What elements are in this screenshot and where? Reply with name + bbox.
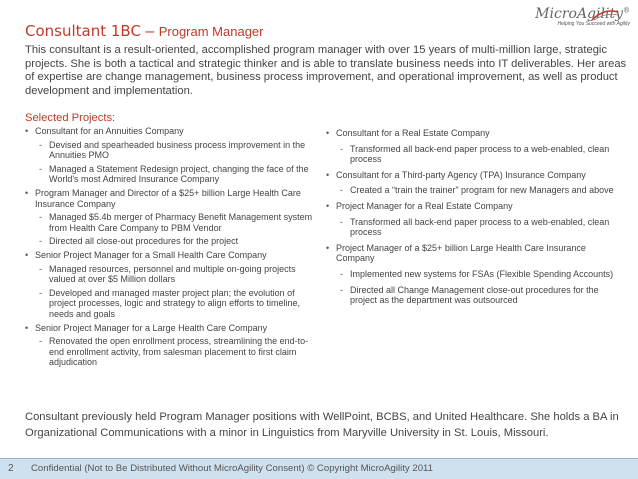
project-bullet: • Consultant for a Third-party Agency (TPA) Insurance Company [326, 170, 626, 181]
project-detail: - Transformed all back-end paper process to a web-enabled, clean process [326, 217, 626, 238]
closing-paragraph: Consultant previously held Program Manager positions with WellPoint, BCBS, and United Healthcare. She holds a BA in Organizational Communications with a minor in Linguistics from Maryville University in St. Louis, Missouri. [25, 411, 619, 439]
title-sub: Program Manager [158, 24, 264, 39]
project-detail: - Managed a Statement Redesign project, changing the face of the World's most Admired Insurance Company [25, 164, 315, 185]
page-number: 2 [8, 463, 14, 474]
project-detail: - Transformed all back-end paper process to a web-enabled, clean process [326, 144, 626, 165]
title-dash: – [140, 23, 159, 40]
project-detail: - Managed $5.4b merger of Pharmacy Benefit Management system from Health Care Company to PBM Vendor [25, 212, 315, 233]
left-project-column [25, 126, 315, 371]
project-detail: - Developed and managed master project plan; the evolution of project processes, logic and strategy to align efforts to timeline, needs and goals [25, 288, 315, 320]
project-bullet: • Consultant for an Annuities Company [25, 126, 315, 137]
logo-wordmark: MicroAgility® [535, 6, 630, 22]
logo-tagline: Helping You Succeed with Agility [557, 21, 630, 27]
selected-projects-heading: Selected Projects: [25, 112, 116, 124]
project-bullet: • Consultant for a Real Estate Company [326, 128, 626, 139]
confidential-notice: Confidential (Not to Be Distributed Without MicroAgility Consent) © Copyright MicroAgility 2011 [31, 463, 433, 474]
intro-paragraph: This consultant is a result-oriented, accomplished program manager with over 15 years of multi-million large, strategic projects. She is both a tactical and strategic thinker and is able to translate business needs into IT deliverables. Her areas of expertise are change management, business process improvement, and operational improvement, as well as product development and implementation. [25, 44, 627, 97]
project-detail: - Renovated the open enrollment process, streamlining the end-to-end enrollment activity, from salesman placement to first claim adjudication [25, 336, 315, 368]
title-main: Consultant 1BC [25, 22, 141, 40]
project-detail: - Managed resources, personnel and multiple on-going projects valued at over $5 Million dollars [25, 264, 315, 285]
project-detail: - Implemented new systems for FSAs (Flexible Spending Accounts) [326, 269, 626, 280]
project-bullet: • Program Manager and Director of a $25+ billion Large Health Care Insurance Company [25, 188, 315, 209]
project-detail: - Directed all close-out procedures for the project [25, 236, 315, 247]
project-detail: - Devised and spearheaded business process improvement in the Annuities PMO [25, 140, 315, 161]
right-project-column [326, 128, 626, 311]
project-bullet: • Project Manager of a $25+ billion Large Health Care Insurance Company [326, 243, 626, 264]
project-detail: - Created a “train the trainer” program for new Managers and above [326, 185, 626, 196]
project-bullet: • Senior Project Manager for a Large Health Care Company [25, 323, 315, 334]
slide-title [25, 22, 264, 41]
logo-swoosh-icon [590, 8, 620, 22]
project-bullet: • Project Manager for a Real Estate Company [326, 201, 626, 212]
company-logo [510, 6, 630, 40]
footer-bar [0, 458, 638, 479]
project-detail: - Directed all Change Management close-out procedures for the project as the department was outsourced [326, 285, 626, 306]
project-bullet: • Senior Project Manager for a Small Health Care Company [25, 250, 315, 261]
